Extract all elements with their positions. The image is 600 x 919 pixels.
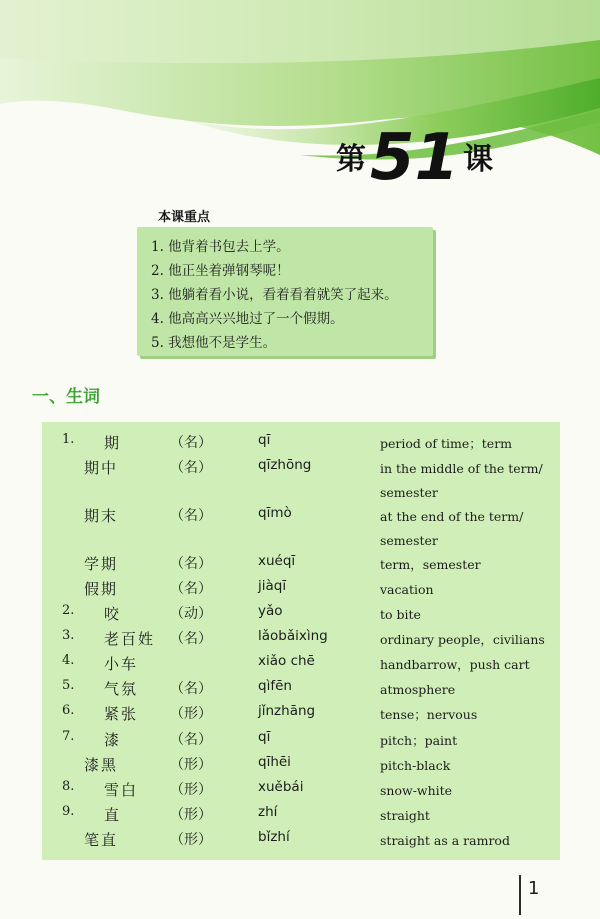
vocab-pinyin: qīhēi <box>258 754 291 770</box>
vocab-hanzi: 雪白 <box>104 781 139 799</box>
vocab-pinyin: jiàqī <box>258 578 287 594</box>
vocab-hanzi: 直 <box>104 806 122 824</box>
vocab-definition: at the end of the term/ semester <box>380 509 524 548</box>
lesson-focus-list <box>137 227 433 355</box>
vocab-part-of-speech: （名） <box>170 681 212 697</box>
vocab-number: 1. <box>62 432 75 447</box>
focus-item: 5. 我想他不是学生。 <box>151 335 277 351</box>
vocab-number: 7. <box>62 729 75 744</box>
focus-item: 4. 他高高兴兴地过了一个假期。 <box>151 311 344 327</box>
vocab-hanzi: 期 <box>104 434 122 452</box>
vocab-definition: period of time；term <box>380 436 513 451</box>
vocab-definition: atmosphere <box>380 682 456 697</box>
lesson-number: 51 <box>370 121 460 195</box>
vocab-definition: handbarrow，push cart <box>380 657 530 672</box>
vocab-pinyin: zhí <box>258 804 278 820</box>
vocab-hanzi: 老百姓 <box>104 630 156 648</box>
vocab-hanzi: 咬 <box>104 605 122 623</box>
page-number: 1 <box>528 878 540 899</box>
vocab-hanzi: 漆 <box>104 731 122 749</box>
vocab-pinyin: xiǎo chē <box>258 653 315 669</box>
vocab-hanzi: 漆黑 <box>84 756 119 774</box>
vocab-number: 8. <box>62 779 75 794</box>
lesson-title-suffix: 课 <box>463 142 494 177</box>
vocab-part-of-speech: （名） <box>170 631 212 647</box>
header-wave-banner <box>0 0 600 210</box>
vocab-part-of-speech: （形） <box>170 832 212 848</box>
vocab-definition: pitch-black <box>380 758 451 773</box>
vocab-hanzi: 气氛 <box>104 680 139 698</box>
vocab-pinyin: jǐnzhāng <box>258 703 316 719</box>
vocab-pinyin: qìfēn <box>258 678 292 694</box>
vocab-hanzi: 假期 <box>84 580 119 598</box>
lesson-focus-box <box>137 227 433 356</box>
vocab-hanzi: 期末 <box>84 507 119 525</box>
vocab-number: 2. <box>62 603 75 618</box>
vocab-hanzi: 学期 <box>84 555 119 573</box>
vocab-definition: in the middle of the term/ semester <box>380 461 543 500</box>
focus-item: 2. 他正坐着弹钢琴呢！ <box>151 263 290 279</box>
vocab-definition: straight as a ramrod <box>380 833 510 848</box>
vocab-number: 3. <box>62 628 75 643</box>
vocab-part-of-speech: （名） <box>170 732 212 748</box>
vocab-number: 5. <box>62 678 75 693</box>
lesson-title-prefix: 第 <box>336 142 366 177</box>
lesson-focus-label: 本课重点 <box>158 210 211 225</box>
vocab-definition: term，semester <box>380 557 481 572</box>
page-number-rule <box>519 875 521 915</box>
section-heading-vocabulary: 一、生词 <box>32 387 100 407</box>
vocab-part-of-speech: （名） <box>170 435 212 451</box>
vocab-hanzi: 期中 <box>84 459 119 477</box>
vocab-definition: vacation <box>380 582 434 597</box>
vocab-definition: straight <box>380 808 430 823</box>
vocab-part-of-speech: （名） <box>170 556 212 572</box>
lesson-title <box>336 120 494 195</box>
vocab-part-of-speech: （名） <box>170 508 212 524</box>
vocab-pinyin: xuěbái <box>258 779 304 795</box>
vocab-number: 4. <box>62 653 75 668</box>
vocab-part-of-speech: （名） <box>170 460 212 476</box>
vocabulary-table <box>42 422 560 860</box>
vocab-part-of-speech: （形） <box>170 706 212 722</box>
vocab-part-of-speech: （形） <box>170 757 212 773</box>
vocab-pinyin: qīzhōng <box>258 457 312 473</box>
vocab-pinyin: qīmò <box>258 505 292 521</box>
vocab-definition: ordinary people，civilians <box>380 632 545 647</box>
vocab-pinyin: qī <box>258 432 271 448</box>
vocab-part-of-speech: （名） <box>170 581 212 597</box>
focus-item: 1. 他背着书包去上学。 <box>151 239 290 255</box>
vocab-definition: pitch；paint <box>380 733 458 748</box>
vocab-definition: to bite <box>380 607 421 622</box>
vocab-part-of-speech: （形） <box>170 782 212 798</box>
vocab-part-of-speech: （动） <box>170 606 212 622</box>
vocab-definition: tense；nervous <box>380 707 478 722</box>
vocab-definition: snow-white <box>380 783 453 798</box>
vocab-number: 6. <box>62 703 75 718</box>
vocab-pinyin: bǐzhí <box>258 829 290 845</box>
focus-item: 3. 他躺着看小说，看着看着就笑了起来。 <box>151 287 398 303</box>
vocab-pinyin: lǎobǎixìng <box>258 628 328 644</box>
vocab-hanzi: 小车 <box>104 655 139 673</box>
vocab-hanzi: 紧张 <box>104 705 139 723</box>
vocab-number: 9. <box>62 804 75 819</box>
vocab-pinyin: qī <box>258 729 271 745</box>
vocab-pinyin: yǎo <box>258 603 283 619</box>
vocab-part-of-speech: （形） <box>170 807 212 823</box>
vocab-pinyin: xuéqī <box>258 553 296 569</box>
vocab-hanzi: 笔直 <box>84 831 119 849</box>
